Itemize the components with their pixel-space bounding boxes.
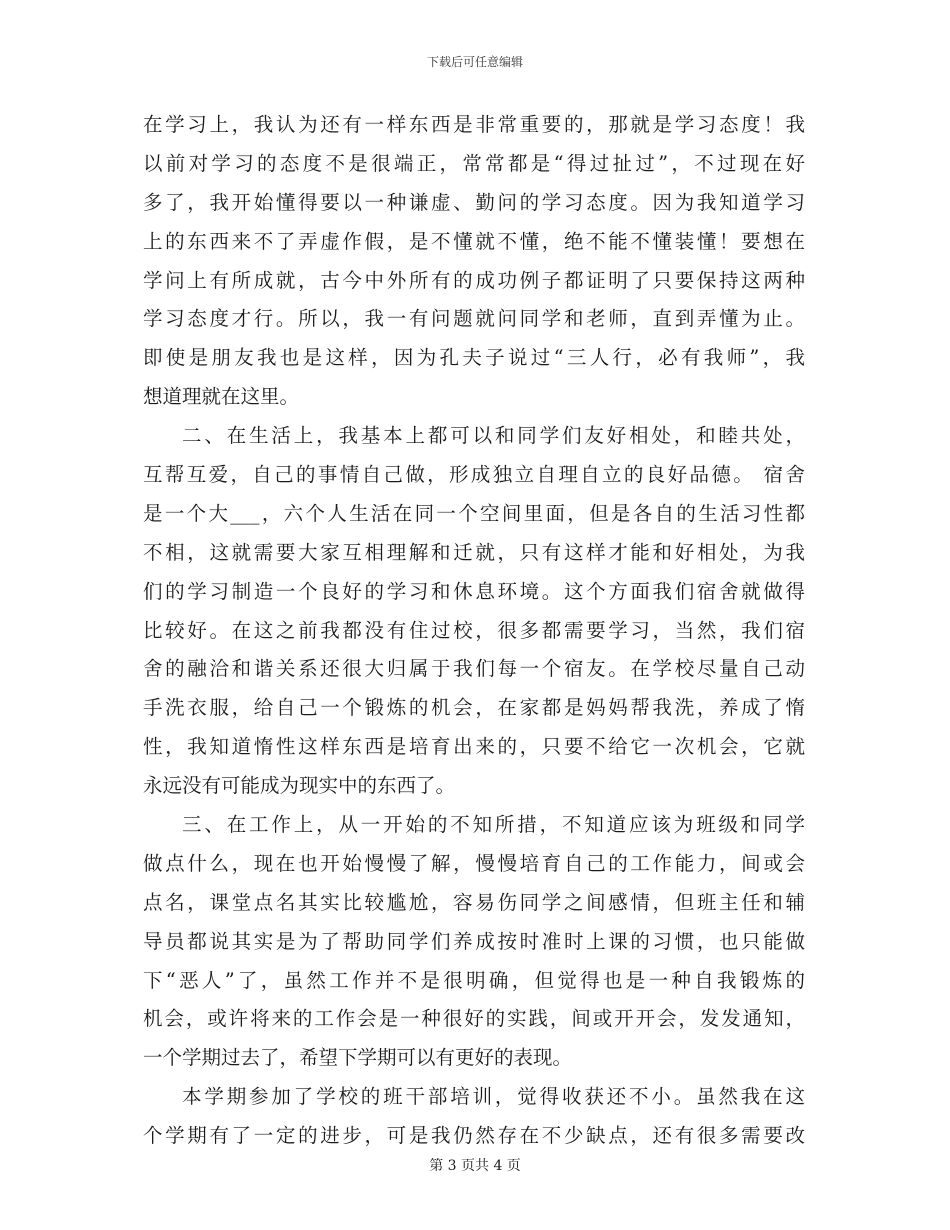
paragraph-start-line: 二、在生活上，我基本上都可以和同学们友好相处，和睦共处， — [182, 424, 805, 448]
text-line: 比较好。在这之前我都没有住过校，很多都需要学习，当然，我们宿 — [143, 618, 805, 642]
text-line: 即使是朋友我也是这样，因为孔夫子说过“三人行，必有我师”，我 — [143, 346, 805, 370]
text-line: 们的学习制造一个良好的学习和休息环境。这个方面我们宿舍就做得 — [143, 579, 805, 603]
text-line: 性，我知道惰性这样东西是培育出来的，只要不给它一次机会，它就 — [143, 735, 805, 759]
text-line: 在学习上，我认为还有一样东西是非常重要的，那就是学习态度！我 — [143, 113, 805, 136]
text-line: 舍的融洽和谐关系还很大归属于我们每一个宿友。在学校尽量自己动 — [143, 657, 805, 681]
text-line: 点名，课堂点名其实比较尴尬，容易伤同学之间感情，但班主任和辅 — [143, 890, 805, 914]
document-body — [143, 106, 805, 1156]
text-line: 多了，我开始懂得要以一种谦虚、勤问的学习态度。因为我知道学习 — [143, 190, 805, 214]
text-line: 是一个大___，六个人生活在同一个空间里面，但是各自的生活习性都 — [143, 501, 805, 525]
text-line: 手洗衣服，给自己一个锻炼的机会，在家都是妈妈帮我洗，养成了惰 — [143, 696, 805, 720]
text-line: 导员都说其实是为了帮助同学们养成按时准时上课的习惯，也只能做 — [143, 929, 805, 953]
text-line: 上的东西来不了弄虚作假，是不懂就不懂，绝不能不懂装懂！要想在 — [143, 229, 805, 253]
text-line: 以前对学习的态度不是很端正，常常都是“得过扯过”，不过现在好 — [143, 151, 805, 175]
text-line: 个学期有了一定的进步，可是我仍然存在不少缺点，还有很多需要改 — [143, 1124, 805, 1148]
page-number: 第 3 页共 4 页 — [429, 1158, 521, 1174]
text-line: 一个学期过去了，希望下学期可以有更好的表现。 — [143, 1046, 573, 1070]
text-line: 想道理就在这里。 — [143, 385, 300, 409]
page-header: 下载后可任意编辑 — [426, 55, 523, 69]
text-line: 学问上有所成就，古今中外所有的成功例子都证明了只要保持这两种 — [143, 268, 805, 292]
text-line: 不相，这就需要大家互相理解和迁就，只有这样才能和好相处，为我 — [143, 540, 805, 564]
paragraph-start-line: 本学期参加了学校的班干部培训，觉得收获还不小。虽然我在这 — [182, 1085, 805, 1109]
text-line: 永远没有可能成为现实中的东西了。 — [143, 774, 456, 798]
text-line: 学习态度才行。所以，我一有问题就问同学和老师，直到弄懂为止。 — [143, 307, 805, 331]
text-line: 下“恶人”了，虽然工作并不是很明确，但觉得也是一种自我锻炼的 — [143, 968, 805, 992]
text-line: 互帮互爱，自己的事情自己做，形成独立自理自立的良好品德。 宿舍 — [143, 463, 805, 487]
paragraph-start-line: 三、在工作上，从一开始的不知所措，不知道应该为班级和同学 — [182, 813, 805, 837]
text-line: 做点什么，现在也开始慢慢了解，慢慢培育自己的工作能力，间或会 — [143, 851, 805, 875]
text-line: 机会，或许将来的工作会是一种很好的实践，间或开开会，发发通知， — [143, 1007, 805, 1031]
